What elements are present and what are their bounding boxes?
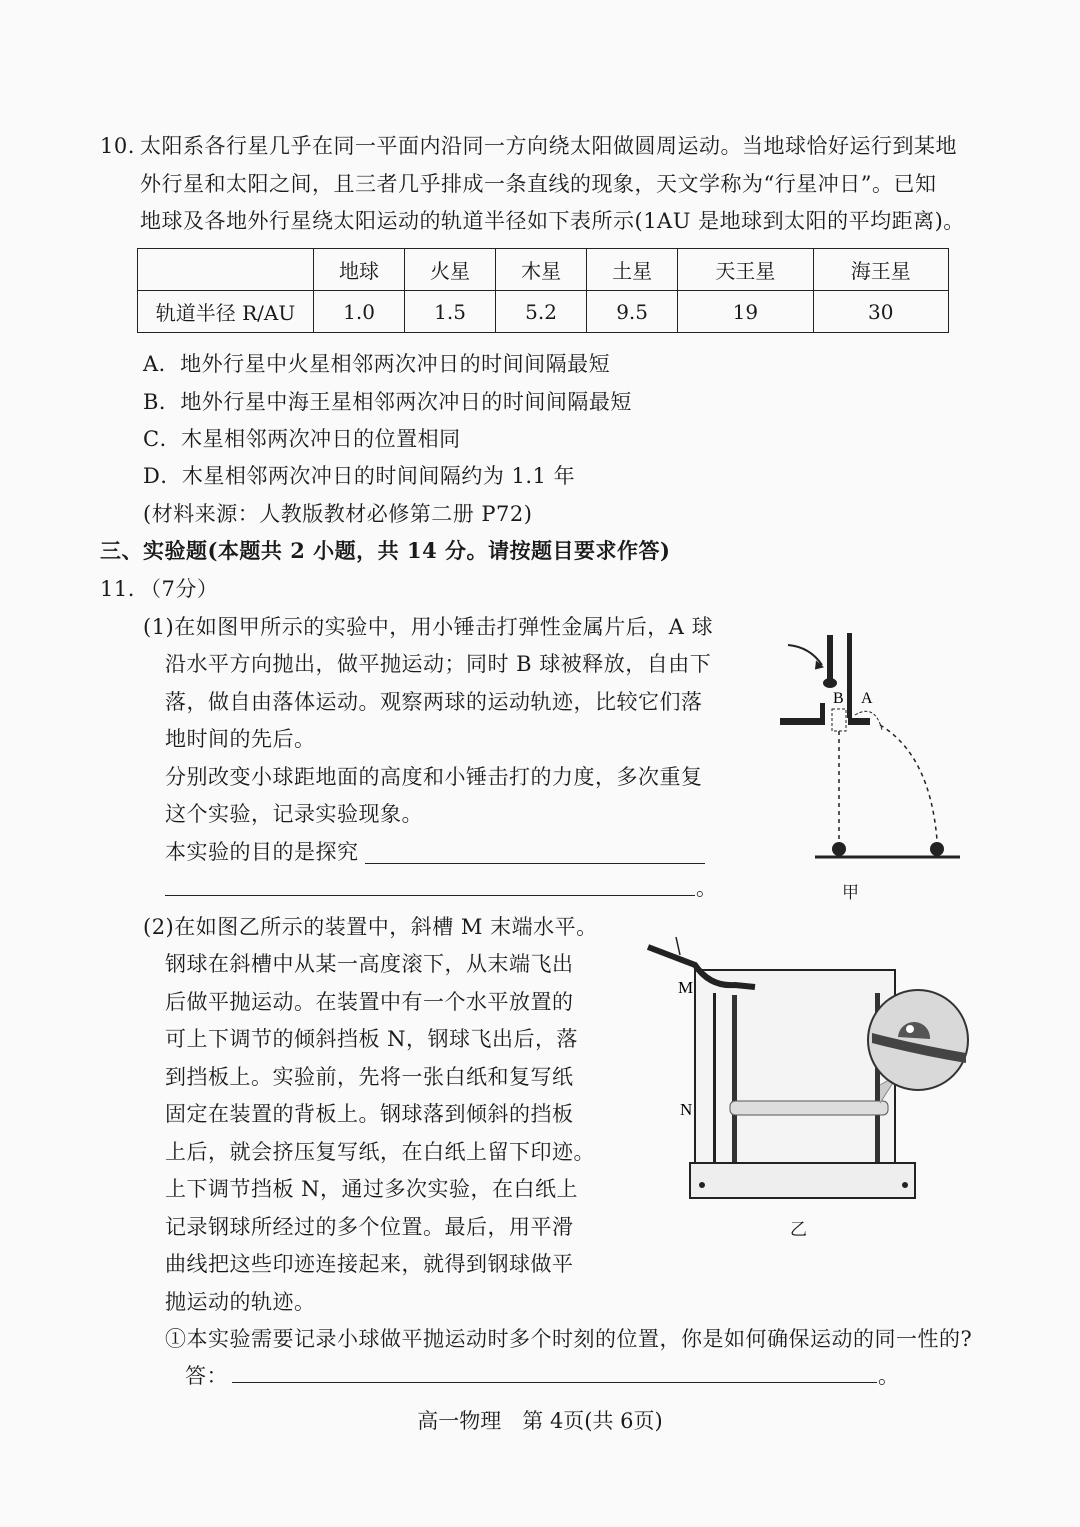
label-b: B bbox=[833, 690, 844, 707]
table-corner-cell bbox=[138, 249, 314, 291]
q10-number: 10. bbox=[100, 134, 135, 158]
table-row bbox=[138, 291, 949, 333]
base-plate bbox=[690, 1163, 915, 1198]
table-header-cell: 海王星 bbox=[813, 249, 948, 291]
q11-p1-line: 分别改变小球距地面的高度和小锤击打的力度，多次重复 bbox=[165, 765, 703, 789]
q10-option-d: D．木星相邻两次冲日的时间间隔约为 1.1 年 bbox=[143, 464, 576, 488]
table-cell: 30 bbox=[813, 291, 948, 333]
table-cell: 1.0 bbox=[314, 291, 405, 333]
q10-stem-line: 地球及各地外行星绕太阳运动的轨道半径如下表所示(1AU 是地球到太阳的平均距离)。 bbox=[140, 209, 965, 233]
hammer-head bbox=[823, 678, 837, 688]
table-header-cell: 天王星 bbox=[678, 249, 813, 291]
q11-p2-line: 固定在装置的背板上。钢球落到倾斜的挡板 bbox=[165, 1102, 574, 1126]
end-mark: 。 bbox=[696, 876, 718, 900]
base-screw bbox=[902, 1182, 908, 1188]
q11-p2-line: 钢球在斜槽中从某一高度滚下，从末端飞出 bbox=[165, 952, 574, 976]
q10-source: (材料来源：人教版教材必修第二册 P72) bbox=[143, 502, 533, 526]
answer-label: 答： bbox=[185, 1364, 228, 1388]
q11-score: （7分） bbox=[140, 577, 219, 601]
q11-p1-prompt: 本实验的目的是探究 bbox=[165, 840, 359, 864]
answer-blank-2[interactable] bbox=[165, 870, 695, 896]
q11-p2-line: 上下调节挡板 N，通过多次实验，在白纸上 bbox=[165, 1177, 579, 1201]
left-stand bbox=[780, 718, 825, 725]
q11-p1-line: 落，做自由落体运动。观察两球的运动轨迹，比较它们落 bbox=[165, 690, 703, 714]
q11-p2-line: 记录钢球所经过的多个位置。最后，用平滑 bbox=[165, 1215, 574, 1239]
q11-p2-line: 可上下调节的倾斜挡板 N，钢球飞出后，落 bbox=[165, 1027, 579, 1051]
label-a: A bbox=[861, 690, 873, 707]
answer-blank-1[interactable] bbox=[365, 838, 705, 864]
q10-option-a: A．地外行星中火星相邻两次冲日的时间间隔最短 bbox=[143, 352, 611, 376]
ball-a-landed bbox=[930, 842, 944, 856]
orbit-radius-table bbox=[137, 248, 949, 333]
table-cell: 1.5 bbox=[405, 291, 496, 333]
table-cell: 5.2 bbox=[496, 291, 587, 333]
right-stand bbox=[848, 718, 870, 725]
front-pole bbox=[732, 995, 737, 1165]
caption-yi: 乙 bbox=[790, 1220, 807, 1240]
table-header-row bbox=[138, 249, 949, 291]
figure-yi bbox=[640, 925, 980, 1215]
left-pole bbox=[713, 993, 716, 1163]
table-header-cell: 木星 bbox=[496, 249, 587, 291]
q11-p1-line: 这个实验，记录实验现象。 bbox=[165, 802, 423, 826]
label-n: N bbox=[680, 1100, 693, 1119]
q10-stem-line: 太阳系各行星几乎在同一平面内沿同一方向绕太阳做圆周运动。当地球恰好运行到某地 bbox=[140, 134, 957, 158]
baffle-n bbox=[730, 1101, 888, 1115]
q11-p1-line: (1)在如图甲所示的实验中，用小锤击打弹性金属片后，A 球 bbox=[143, 615, 714, 639]
table-header-cell: 火星 bbox=[405, 249, 496, 291]
q11-p2-line: 上后，就会挤压复写纸，在白纸上留下印迹。 bbox=[165, 1140, 595, 1164]
answer-blank-3[interactable] bbox=[232, 1357, 877, 1383]
table-cell: 9.5 bbox=[587, 291, 678, 333]
q11-number: 11. bbox=[100, 577, 135, 601]
back-board bbox=[695, 970, 895, 1170]
q10-stem-line: 外行星和太阳之间，且三者几乎排成一条直线的现象，天文学称为“行星冲日”。已知 bbox=[140, 172, 937, 196]
answer-end-mark: 。 bbox=[878, 1364, 900, 1388]
chute-clip bbox=[676, 937, 680, 955]
q11-sub1: ①本实验需要记录小球做平抛运动时多个时刻的位置，你是如何确保运动的同一性的? bbox=[165, 1327, 973, 1351]
stand-post bbox=[820, 703, 825, 725]
q10-option-b: B．地外行星中海王星相邻两次冲日的时间间隔最短 bbox=[143, 390, 632, 414]
projectile-path bbox=[880, 725, 937, 840]
page-footer: 高一物理 第 4页(共 6页) bbox=[417, 1409, 663, 1433]
q11-p2-line: (2)在如图乙所示的装置中，斜槽 M 末端水平。 bbox=[143, 915, 598, 939]
table-cell: 19 bbox=[678, 291, 813, 333]
q11-p2-line: 曲线把这些印迹连接起来，就得到钢球做平 bbox=[165, 1252, 574, 1276]
base-screw bbox=[699, 1182, 705, 1188]
ball-highlight bbox=[906, 1025, 914, 1033]
q11-p2-line: 到挡板上。实验前，先将一张白纸和复写纸 bbox=[165, 1065, 574, 1089]
ball-b-landed bbox=[832, 842, 846, 856]
ball-b-start bbox=[832, 709, 846, 731]
figure-jia bbox=[770, 625, 970, 875]
section-title: 三、实验题(本题共 2 小题，共 14 分。请按题目要求作答) bbox=[100, 538, 671, 563]
q11-p2-line: 抛运动的轨迹。 bbox=[165, 1290, 316, 1314]
q10-option-c: C．木星相邻两次冲日的位置相同 bbox=[143, 427, 461, 451]
spring-plate bbox=[847, 633, 852, 718]
q11-p1-line: 地时间的先后。 bbox=[165, 727, 316, 751]
hammer-rod bbox=[827, 635, 833, 685]
q11-p2-line: 后做平抛运动。在装置中有一个水平放置的 bbox=[165, 990, 574, 1014]
q11-p1-line: 沿水平方向抛出，做平抛运动；同时 B 球被释放，自由下 bbox=[165, 652, 712, 676]
table-header-cell: 地球 bbox=[314, 249, 405, 291]
table-row-header: 轨道半径 R/AU bbox=[138, 291, 314, 333]
label-m: M bbox=[678, 978, 694, 997]
caption-jia: 甲 bbox=[842, 883, 859, 903]
table-header-cell: 土星 bbox=[587, 249, 678, 291]
